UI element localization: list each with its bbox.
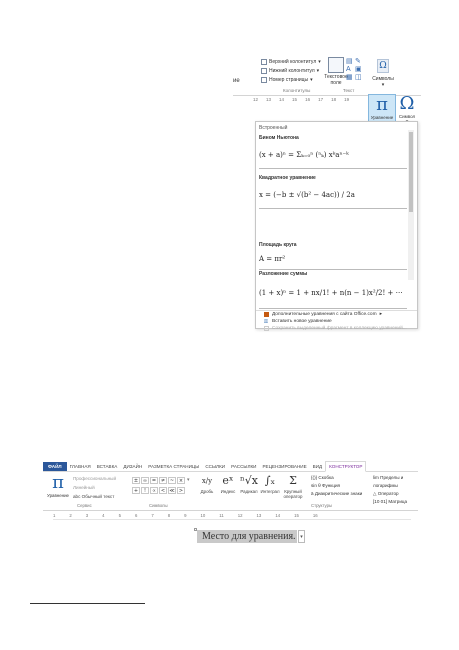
symbol-equals[interactable]: = [151, 478, 157, 484]
symbol-plus-minus[interactable]: ± [133, 478, 139, 484]
mode-list [73, 474, 116, 501]
fraction-label: Дробь [200, 489, 214, 494]
group-label-tools: Сервис [77, 503, 92, 508]
equation-insert-label: Уравнение [47, 493, 69, 498]
header-button[interactable] [261, 58, 321, 66]
chevron-down-icon: ▾ [381, 82, 385, 88]
symbol-times[interactable]: × [178, 478, 184, 484]
equation-tools-screenshot [43, 462, 418, 555]
group-label-header-footer: Колонтитулы [283, 88, 311, 93]
equation-options-dropdown[interactable]: ▾ [298, 530, 305, 543]
structure-accent[interactable]: ä Диакритические знаки [311, 491, 363, 496]
ribbon-tabs [43, 462, 418, 472]
page-number-label: Номер страницы [269, 77, 309, 83]
ruler-tick: 5 [118, 513, 121, 518]
mode-linear[interactable]: Линейный [73, 485, 95, 490]
mode-normal-text[interactable]: abc Обычный текст [73, 494, 115, 499]
quick-parts-icons[interactable]: ▤ A ▦ [346, 58, 353, 81]
header-icon [261, 59, 267, 65]
structure-bracket[interactable]: {()} Скобка [311, 475, 334, 480]
eq-formula-sum-expansion: (1 + x)ⁿ = 1 + nx/1! + n(n − 1)x²/2! + ⋯ [259, 289, 403, 297]
page-number-button[interactable] [261, 76, 313, 84]
chevron-down-icon: ▾ [310, 77, 313, 83]
ruler-tick: 6 [134, 513, 138, 518]
radical-icon: ⁿ√x [240, 474, 258, 487]
radical-label: Радикал [240, 489, 258, 494]
gallery-divider [256, 310, 417, 311]
tab-references[interactable]: ССЫЛКИ [205, 464, 226, 469]
tab-insert[interactable]: ВСТАВКА [96, 464, 118, 469]
large-operator-label: Крупный оператор [283, 489, 303, 499]
symbol-label: Символ [398, 114, 416, 119]
symbols-row-2 [132, 487, 185, 494]
ruler-tick: 12 [253, 97, 259, 102]
page-number-icon [261, 77, 267, 83]
chevron-down-icon: ▾ [318, 59, 321, 65]
symbol-button[interactable] [394, 94, 420, 124]
ruler-tick: 13 [256, 513, 262, 518]
script-icon: eˣ [222, 474, 234, 487]
tab-review[interactable]: РЕЦЕНЗИРОВАНИЕ [262, 464, 307, 469]
equation-ribbon [43, 472, 418, 511]
ruler-tick: 2 [69, 513, 72, 518]
structure-limit-log[interactable]: lim Пределы и логарифмы [373, 475, 404, 488]
structure-integral[interactable] [260, 473, 280, 499]
mode-professional[interactable]: Профессиональный [73, 476, 117, 481]
omega-icon: Ω [377, 59, 389, 73]
large-operator-icon: Σ [289, 474, 297, 487]
ruler-tick: 18 [331, 97, 337, 102]
insert-new-equation-label: Вставить новое уравнение [272, 319, 332, 324]
pi-icon: π [264, 318, 268, 325]
tab-design-equation[interactable]: КОНСТРУКТОР [325, 461, 366, 472]
equation-gallery [255, 121, 418, 329]
ruler-tick: 10 [200, 513, 206, 518]
ruler-tick: 8 [167, 513, 171, 518]
ruler-tick: 3 [85, 513, 89, 518]
text-box-label: Текстовое поле [324, 74, 348, 86]
symbol-factorial[interactable]: ! [141, 487, 149, 494]
signature-icons[interactable]: ✎ ▣ ◫ [355, 58, 362, 81]
integral-icon: ∫ₓ [264, 474, 276, 487]
ruler-tick: 11 [219, 513, 224, 518]
structures-list-middle [311, 474, 362, 498]
symbol-much-less[interactable]: ≪ [169, 488, 175, 494]
eq-title-circle-area: Площадь круга [259, 242, 297, 248]
equation-insert-button[interactable] [45, 473, 71, 503]
fraction-icon: x/y [201, 477, 213, 485]
structures-group [197, 473, 305, 499]
save-selection-label: Сохранить выделенный фрагмент в коллекцию уравнений... [272, 326, 407, 331]
tab-view[interactable]: ВИД [312, 464, 323, 469]
office-icon [264, 312, 269, 317]
structure-function[interactable]: sin θ Функция [311, 483, 341, 488]
symbol-less[interactable]: < [160, 488, 166, 494]
ruler-tick: 7 [151, 513, 154, 518]
tab-mailings[interactable]: РАССЫЛКИ [231, 464, 257, 469]
ruler-tick: 15 [292, 97, 298, 102]
more-equations-label: Дополнительные уравнения с сайта Office.com [272, 312, 377, 317]
ruler-tick: 17 [318, 97, 324, 102]
symbol-proportional[interactable]: ∝ [150, 487, 158, 494]
integral-label: Интеграл [260, 489, 280, 494]
chevron-right-icon: ▸ [379, 312, 382, 317]
symbols-more-icon[interactable]: ▾ [187, 477, 190, 483]
text-box-icon[interactable] [328, 57, 344, 73]
ruler-bottom [53, 512, 411, 520]
footer-label: Нижний колонтитул [269, 68, 315, 74]
script-label: Индекс [220, 489, 236, 494]
structure-script[interactable] [218, 473, 238, 499]
tab-page-layout[interactable]: РАЗМЕТКА СТРАНИЦЫ [148, 464, 200, 469]
ruler-tick: 16 [305, 97, 311, 102]
footnote-separator [30, 603, 145, 604]
ruler-tick: 14 [279, 97, 285, 102]
structure-matrix[interactable]: [10 01] Матрица [373, 499, 408, 504]
header-label: Верхний колонтитул [269, 59, 317, 65]
chevron-down-icon: ▾ [316, 68, 320, 74]
eq-title-quadratic: Квадратное уравнение [259, 175, 316, 181]
structure-operator[interactable]: △ Оператор [373, 491, 399, 496]
insert-new-equation-item[interactable] [264, 319, 332, 324]
more-equations-item[interactable] [264, 312, 382, 317]
symbol-tilde[interactable]: ~ [169, 478, 175, 484]
tab-design[interactable]: ДИЗАЙН [123, 464, 143, 469]
ruler-tick: 14 [275, 513, 281, 518]
gallery-scroll-thumb[interactable] [409, 132, 413, 212]
cut-label: ие [233, 78, 240, 84]
ruler-tick: 15 [294, 513, 299, 518]
eq-title-binomial: Бином Ньютона [259, 135, 299, 141]
symbol-plus[interactable]: + [133, 488, 139, 494]
omega-icon: Ω [399, 93, 415, 114]
gallery-heading: Встроенный [259, 125, 288, 131]
ruler-tick: 12 [237, 513, 243, 518]
eq-title-sum-expansion: Разложение суммы [259, 271, 308, 277]
eq-formula-quadratic: x = (−b ± √(b² − 4ac)) / 2a [259, 191, 355, 199]
pi-icon: π [376, 94, 388, 115]
save-selection-item [264, 326, 407, 331]
structures-list-right [373, 474, 418, 506]
tab-home[interactable]: ГЛАВНАЯ [69, 464, 91, 469]
eq-item-binomial[interactable] [259, 142, 407, 169]
equation-label: Уравнение [370, 115, 394, 120]
footer-button[interactable] [261, 67, 319, 75]
insert-ribbon-screenshot [233, 55, 421, 330]
ruler-tick: 19 [344, 97, 350, 102]
eq-formula-circle-area: A = πr² [259, 255, 286, 263]
eq-formula-binomial: (x + a)ⁿ = Σₖ₌₀ⁿ (ⁿₖ) xᵏaⁿ⁻ᵏ [259, 151, 349, 159]
symbol-infinity[interactable]: ∞ [142, 478, 148, 484]
group-label-text: Текст [343, 88, 355, 93]
ruler-tick: 16 [312, 513, 318, 518]
symbols-row-1 [132, 477, 185, 484]
eq-item-sum-expansion[interactable] [259, 278, 407, 309]
ruler-tick: 4 [102, 513, 105, 518]
structure-fraction[interactable] [197, 473, 217, 499]
pi-icon: π [52, 472, 64, 493]
eq-item-quadratic[interactable] [259, 182, 407, 209]
footer-icon [261, 68, 267, 74]
structure-radical[interactable] [239, 473, 259, 499]
symbol-greater[interactable]: > [178, 488, 184, 494]
group-label-symbols: Символы [149, 503, 168, 508]
tab-file[interactable]: ФАЙЛ [43, 462, 67, 471]
eq-item-circle-area[interactable] [259, 249, 407, 270]
equation-placeholder[interactable]: Место для уравнения. [197, 530, 297, 543]
symbol-not-equal[interactable]: ≠ [160, 478, 166, 484]
ruler-tick: 13 [266, 97, 272, 102]
symbols-group-label: Символы [372, 76, 394, 82]
structure-large-operator[interactable] [281, 473, 305, 499]
insert-ribbon [233, 55, 421, 96]
ruler-tick: 1 [53, 513, 56, 518]
ruler-tick: 9 [184, 513, 187, 518]
save-icon [264, 326, 269, 331]
group-label-structures: Структуры [311, 503, 333, 508]
symbols-group-button[interactable] [370, 59, 396, 89]
